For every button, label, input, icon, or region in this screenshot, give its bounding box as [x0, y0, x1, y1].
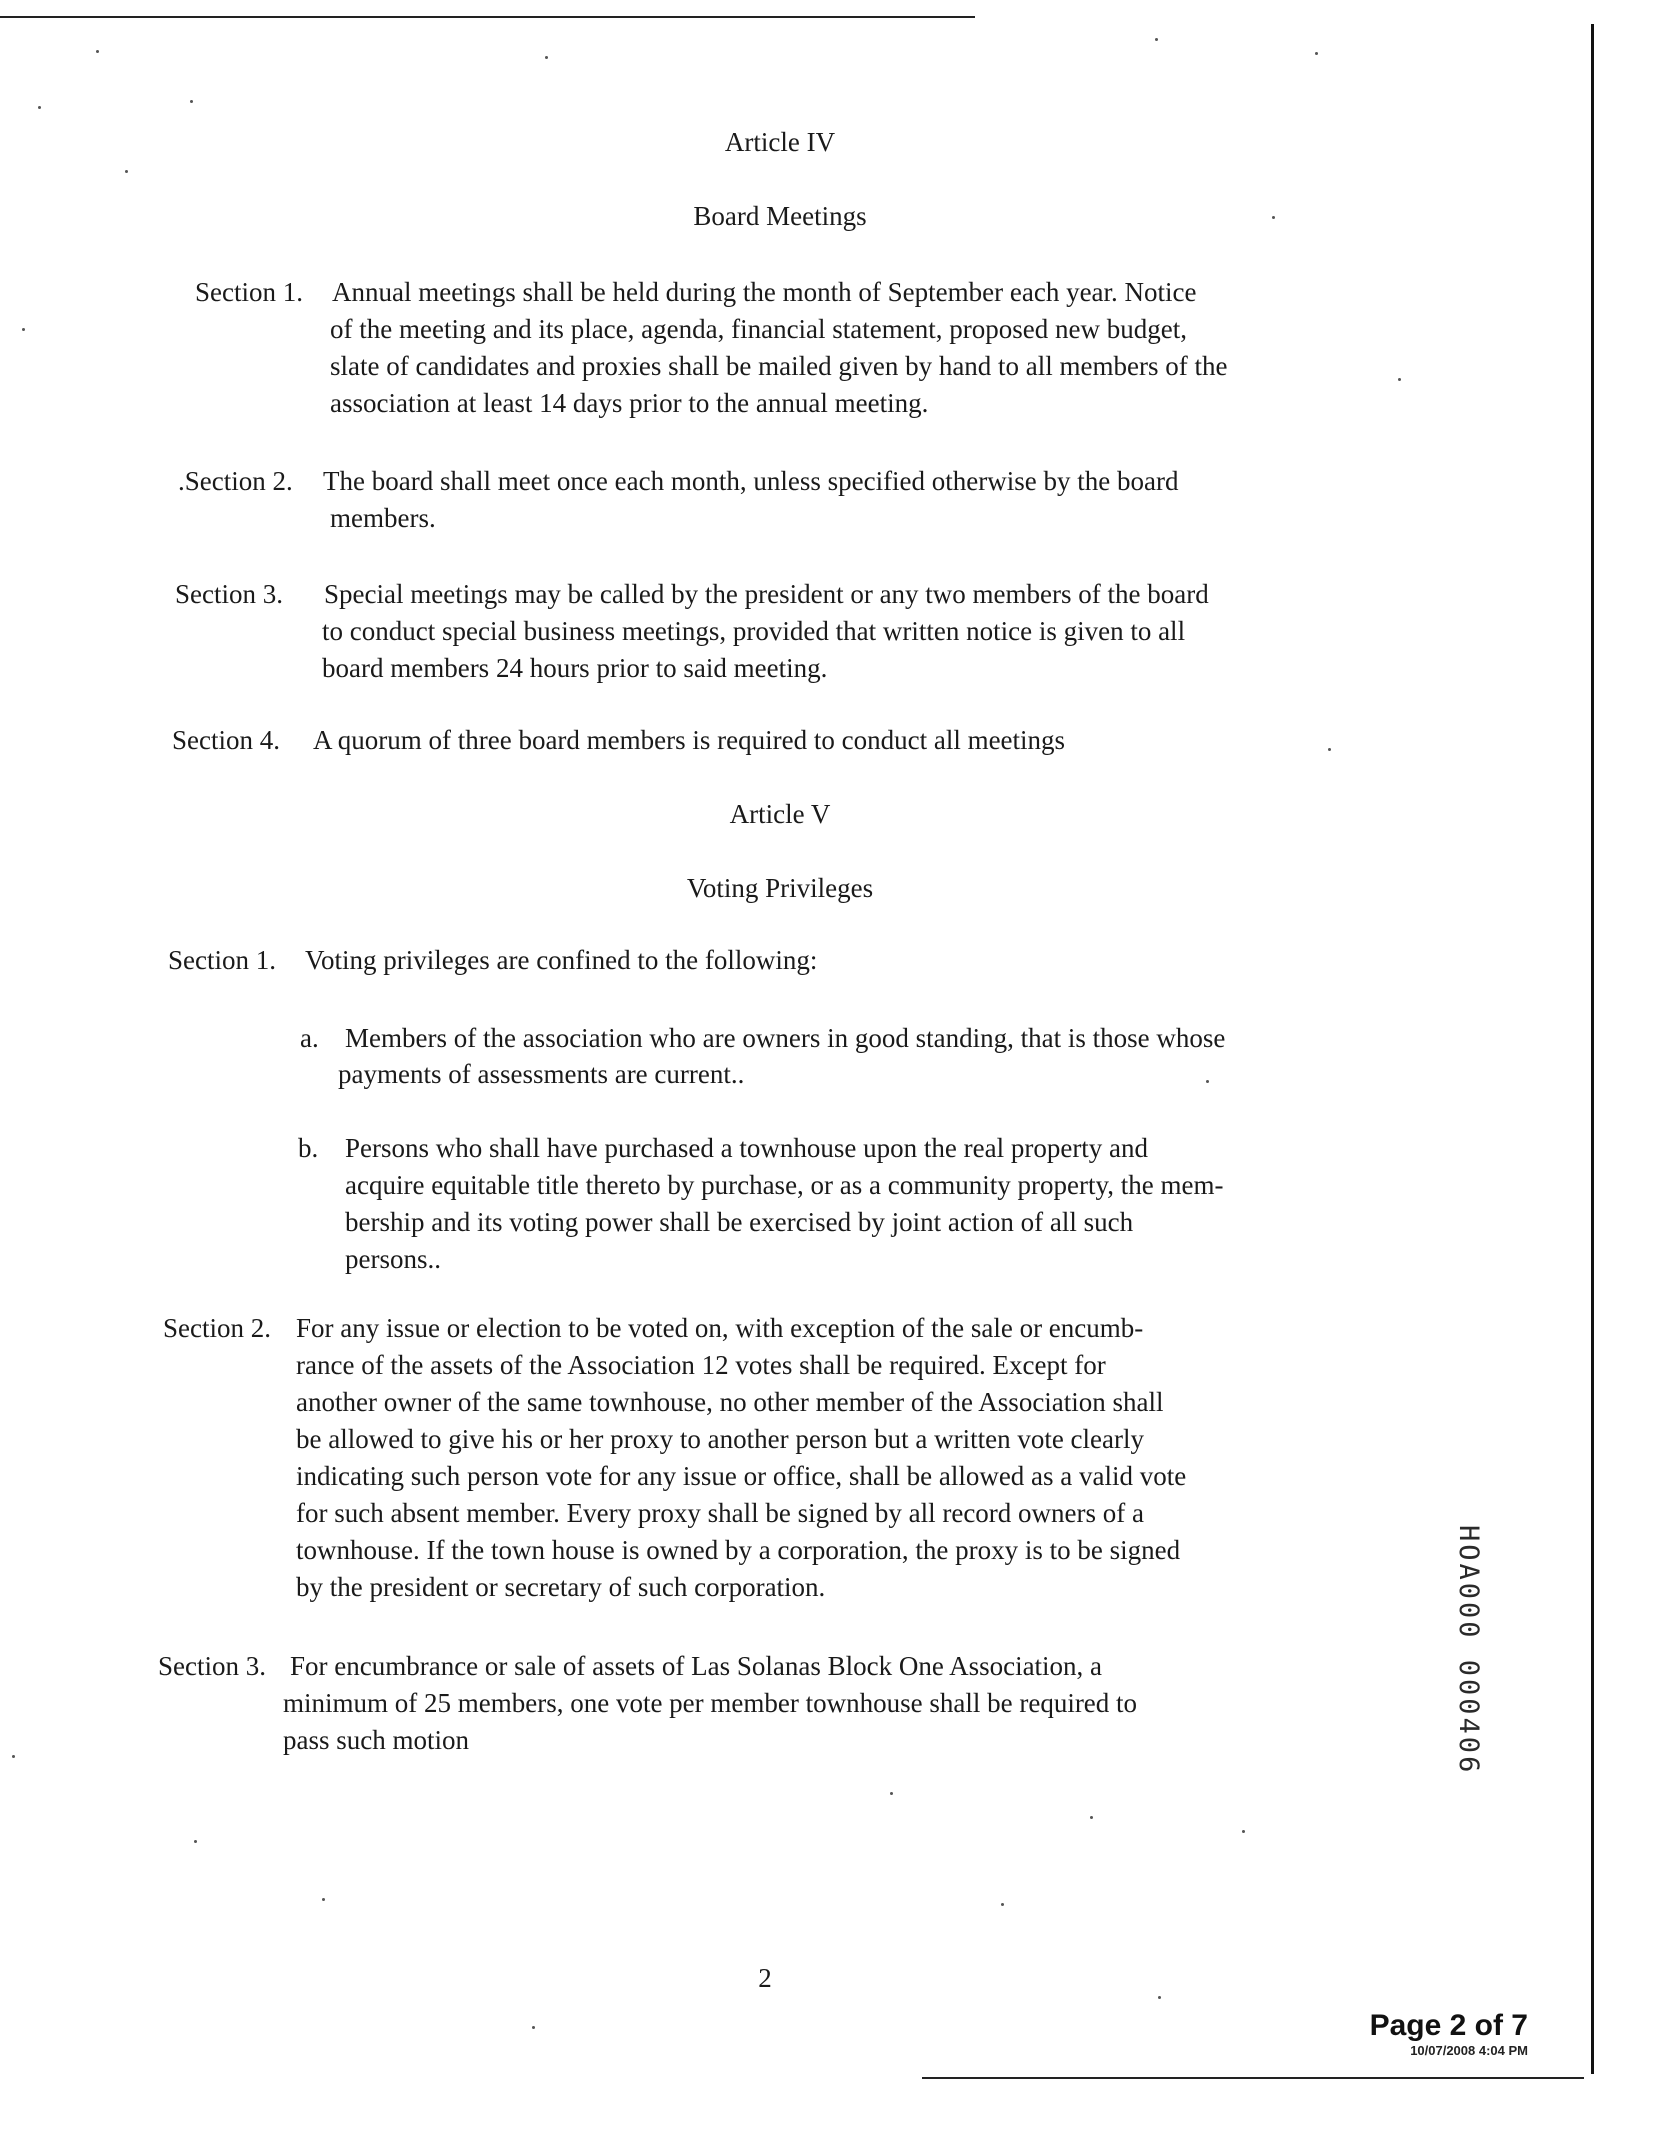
scan-speck [194, 1840, 197, 1843]
scan-speck [1398, 378, 1401, 381]
list-item-text: Members of the association who are owners in good standing, that is those whose [345, 1023, 1226, 1053]
list-item-text: Persons who shall have purchased a townhouse upon the real property and [345, 1133, 1149, 1163]
section-label: Section 3. [175, 579, 283, 609]
article-iv-title: Board Meetings [693, 201, 867, 231]
scan-speck [545, 56, 548, 59]
scan-speck [96, 50, 99, 53]
section-text: Annual meetings shall be held during the month of September each year. Notice [332, 277, 1197, 307]
section-text: members. [330, 503, 436, 533]
list-item-marker: a. [300, 1023, 319, 1053]
list-item-text: bership and its voting power shall be exercised by joint action of all such [345, 1207, 1134, 1237]
section-label: .Section 2. [178, 466, 293, 496]
section-text: The board shall meet once each month, unless specified otherwise by the board [323, 466, 1179, 496]
scan-speck [38, 106, 41, 109]
section-label: Section 1. [168, 945, 276, 975]
section-text: board members 24 hours prior to said meeting. [322, 653, 828, 683]
scan-speck [12, 1755, 15, 1758]
section-text: A quorum of three board members is required to conduct all meetings [313, 725, 1066, 755]
scan-speck [532, 2026, 535, 2029]
section-text: another owner of the same townhouse, no other member of the Association shall [296, 1387, 1164, 1417]
top-scan-line [0, 16, 975, 18]
section-text: minimum of 25 members, one vote per member townhouse shall be required to [283, 1688, 1138, 1718]
scan-speck [1001, 1903, 1004, 1906]
list-item-text: acquire equitable title thereto by purchase, or as a community property, the mem- [345, 1170, 1224, 1200]
article-v-title: Voting Privileges [686, 873, 874, 903]
section-text: For any issue or election to be voted on, with exception of the sale or encumb- [296, 1313, 1144, 1343]
footer-timestamp: 10/07/2008 4:04 PM [1410, 2043, 1528, 2058]
section-text: association at least 14 days prior to the annual meeting. [330, 388, 929, 418]
section-text: rance of the assets of the Association 12 votes shall be required. Except for [296, 1350, 1106, 1380]
list-item-text: persons.. [345, 1244, 441, 1274]
scan-speck [125, 170, 128, 173]
section-text: to conduct special business meetings, provided that written notice is given to all [322, 616, 1186, 646]
list-item-text: payments of assessments are current.. [338, 1059, 745, 1089]
scan-speck [1328, 748, 1331, 751]
scan-speck [1272, 216, 1275, 219]
section-text: slate of candidates and proxies shall be mailed given by hand to all members of the [330, 351, 1228, 381]
footer-page-of: Page 2 of 7 [1369, 2009, 1528, 2042]
section-text: for such absent member. Every proxy shall be signed by all record owners of a [296, 1498, 1144, 1528]
article-iv-heading: Article IV [724, 127, 836, 157]
list-item-marker: b. [298, 1133, 319, 1163]
section-text: For encumbrance or sale of assets of Las Solanas Block One Association, a [290, 1651, 1103, 1681]
section-text: pass such motion [283, 1725, 469, 1755]
scan-speck [1158, 1996, 1161, 1999]
scan-speck [890, 1792, 893, 1795]
section-text: of the meeting and its place, agenda, financial statement, proposed new budget, [330, 314, 1187, 344]
section-text: Voting privileges are confined to the following: [305, 945, 818, 975]
scan-speck [1155, 38, 1158, 41]
section-text: Special meetings may be called by the president or any two members of the board [324, 579, 1209, 609]
article-v-heading: Article V [729, 799, 831, 829]
right-scan-line [1591, 24, 1594, 2074]
page-number: 2 [758, 1963, 772, 1993]
section-label: Section 1. [195, 277, 303, 307]
section-text: indicating such person vote for any issue or office, shall be allowed as a valid vote [296, 1461, 1187, 1491]
section-label: Section 3. [158, 1651, 266, 1681]
scan-speck [1090, 1816, 1093, 1819]
section-text: townhouse. If the town house is owned by a corporation, the proxy is to be signed [296, 1535, 1181, 1565]
section-label: Section 4. [172, 725, 280, 755]
scan-speck [1242, 1830, 1245, 1833]
section-text: be allowed to give his or her proxy to another person but a written vote clearly [296, 1424, 1144, 1454]
scan-speck [1206, 1080, 1209, 1083]
section-text: by the president or secretary of such corporation. [296, 1572, 826, 1602]
bottom-scan-line [922, 2077, 1584, 2079]
bates-stamp: HOA000 000406 [1453, 1525, 1484, 1776]
scan-speck [1315, 52, 1318, 55]
scan-speck [22, 328, 25, 331]
scan-speck [322, 1898, 325, 1901]
scan-speck [190, 100, 193, 103]
section-label: Section 2. [163, 1313, 271, 1343]
